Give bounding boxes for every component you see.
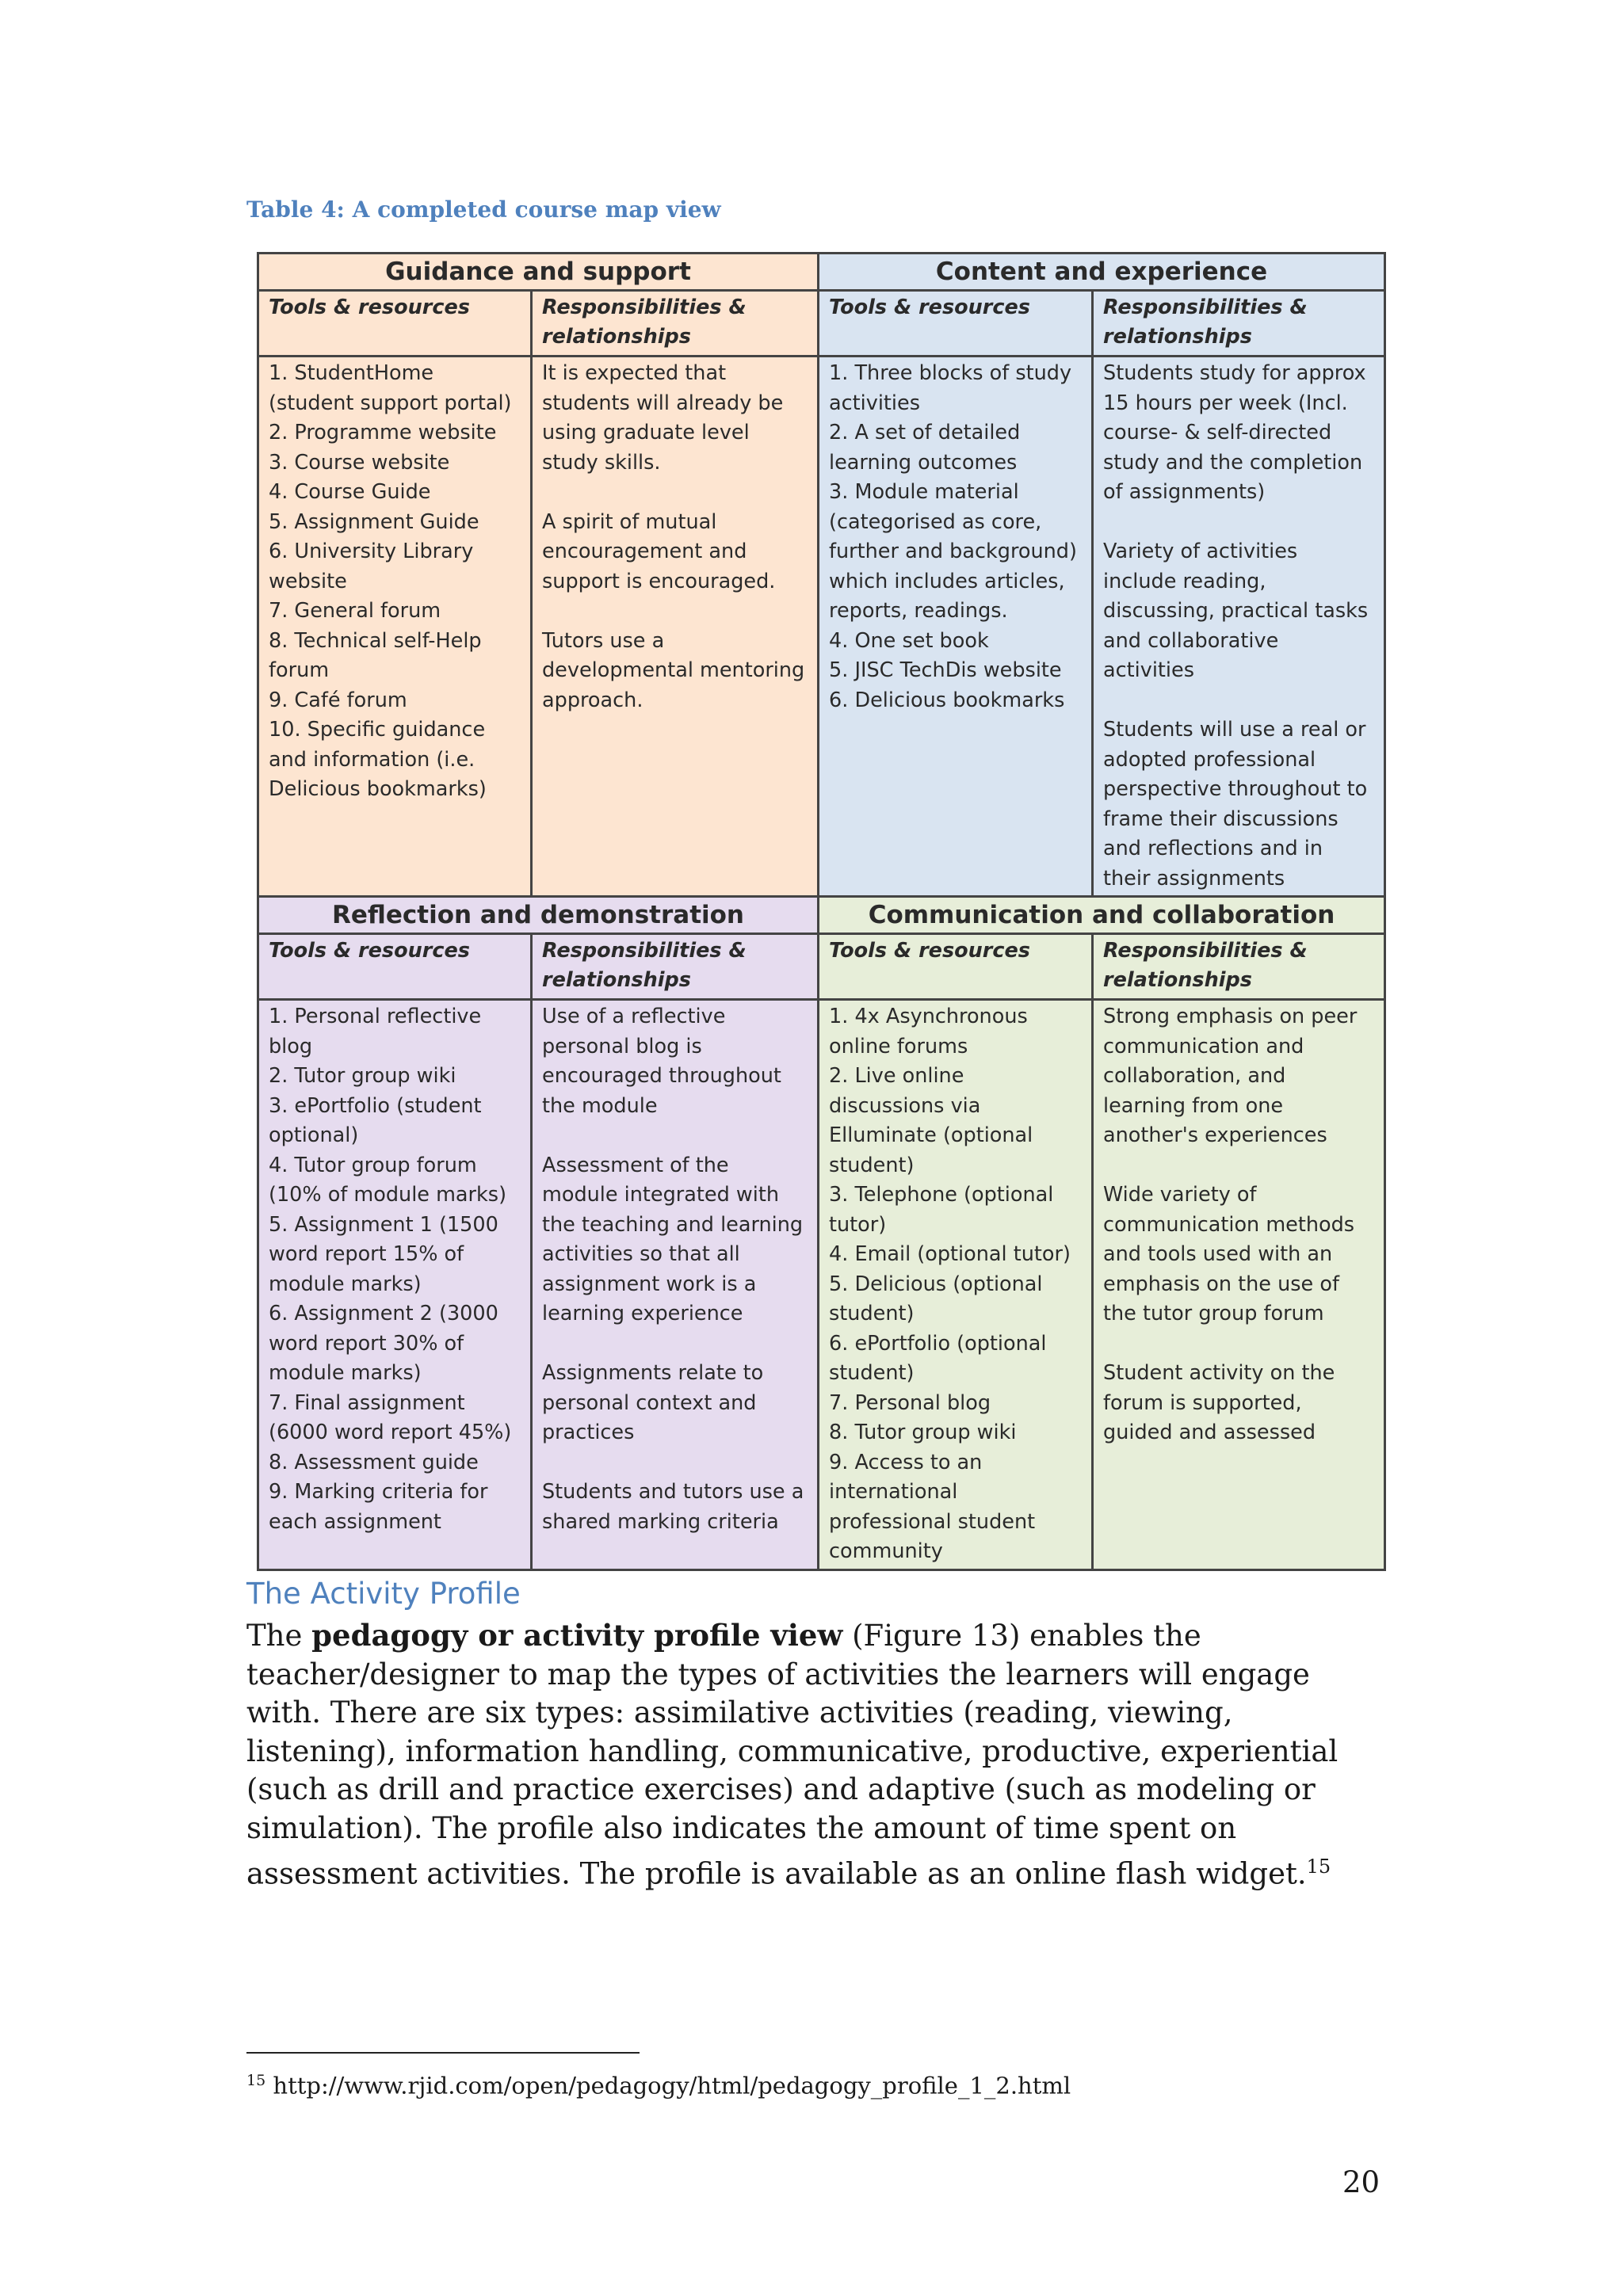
reflection-resp-para: Use of a reflective personal blog is encouraged throughout the module [542,1005,781,1118]
reflection-tool-item: 3. ePortfolio (student optional) [269,1093,482,1147]
reflection-tool-item: 4. Tutor group forum (10% of module marks) [269,1153,507,1207]
reflection-tool-item: 7. Final assignment (6000 word report 45%) [269,1390,512,1444]
reflection-tool-item: 8. Assessment guide [269,1450,479,1474]
reflection-resp-para: Assessment of the module integrated with the teaching and learning activities so that all assignment work is a learning experience [542,1153,804,1325]
communication-tool-item: 9. Access to an international professional student community [829,1450,1036,1563]
guidance-resp-head: Responsibilities & relationships [532,291,819,357]
reflection-tool-item: 2. Tutor group wiki [269,1064,456,1088]
content-title: Content and experience [819,254,1385,291]
guidance-resp-para: Tutors use a developmental mentoring approach. [542,628,805,712]
communication-tool-item: 7. Personal blog [829,1390,991,1415]
communication-tool-item: 2. Live online discussions via Elluminate (optional student) [829,1064,1033,1177]
content-tool-item: 1. Three blocks of study activities [829,361,1072,415]
content-tools-head: Tools & resources [819,291,1093,357]
guidance-resp-list [542,359,808,715]
body-paragraph [246,1616,1388,1894]
communication-tools-head: Tools & resources [819,934,1093,1000]
guidance-tool-item: 3. Course website [269,450,450,475]
reflection-tool-item: 9. Marking criteria for each assignment [269,1480,488,1534]
body-text-main: (Figure 13) enables the teacher/designer to map the types of activities the learners will engage with. There are six types: assimilative activities (reading, viewing, listening), information handling, communicative, productive, experiential (such as drill and practice exercises) and adaptive (such as modeling or simulation). The profile also indicates the amount of time spent on assessment activities. The profile is available as an online flash widget. [246,1619,1338,1891]
content-tool-item: 3. Module material (categorised as core, further and background) which includes articles, reports, readings. [829,480,1077,623]
communication-tools-list [829,1002,1082,1567]
content-tools-list [829,359,1082,715]
guidance-resp-cell [532,357,819,897]
guidance-resp-para: It is expected that students will already be using graduate level study skills. [542,361,784,475]
communication-tool-item: 1. 4x Asynchronous online forums [829,1005,1028,1058]
communication-tool-item: 6. ePortfolio (optional student) [829,1331,1047,1385]
reflection-resp-head: Responsibilities & relationships [532,934,819,1000]
content-resp-cell [1093,357,1385,897]
content-resp-para: Variety of activities include reading, discussing, practical tasks and collaborative activities [1103,540,1369,682]
content-tool-item: 2. A set of detailed learning outcomes [829,421,1021,475]
reflection-resp-para: Students and tutors use a shared marking criteria [542,1480,804,1534]
page-number: 20 [1342,2165,1381,2199]
table-caption: Table 4: A completed course map view [246,196,721,223]
reflection-tool-item: 5. Assignment 1 (1500 word report 15% of module marks) [269,1212,498,1296]
guidance-tool-item: 6. University Library website [269,540,474,593]
communication-tools-cell [819,1000,1093,1570]
guidance-title: Guidance and support [258,254,819,291]
content-tool-item: 5. JISC TechDis website [829,658,1062,682]
guidance-tools-cell [258,357,532,897]
communication-tool-item: 3. Telephone (optional tutor) [829,1183,1054,1237]
reflection-resp-cell [532,1000,819,1570]
communication-tool-item: 8. Tutor group wiki [829,1421,1017,1444]
reflection-tools-head: Tools & resources [258,934,532,1000]
reflection-title: Reflection and demonstration [258,897,819,934]
guidance-tool-item: 10. Specific guidance and information (i.e. Delicious bookmarks) [269,718,487,801]
content-tool-item: 6. Delicious bookmarks [829,688,1065,712]
reflection-tools-cell [258,1000,532,1570]
footnote [246,2072,1071,2100]
reflection-resp-para: Assignments relate to personal context and practices [542,1361,764,1444]
footnote-url[interactable]: http://www.rjid.com/open/pedagogy/html/pedagogy_profile_1_2.html [273,2072,1071,2100]
content-resp-para: Students study for approx 15 hours per week (Incl. course- & self-directed study and the completion of assignments) [1103,361,1366,504]
content-resp-head: Responsibilities & relationships [1093,291,1385,357]
bold-term: pedagogy or activity profile view [311,1618,843,1653]
footnote-ref[interactable]: 15 [1306,1855,1331,1878]
intro-text: The [246,1619,312,1653]
guidance-tool-item: 8. Technical self-Help forum [269,628,482,682]
course-map-table [257,252,1386,1571]
guidance-tool-item: 2. Programme website [269,421,497,444]
footnote-divider [246,2052,640,2054]
communication-tool-item: 4. Email (optional tutor) [829,1242,1071,1266]
content-resp-para: Students will use a real or adopted professional perspective throughout to frame their discussions and reflections and in their assignments [1103,718,1368,891]
content-tool-item: 4. One set book [829,628,989,653]
content-tools-cell [819,357,1093,897]
reflection-resp-list [542,1002,808,1537]
guidance-tool-item: 7. General forum [269,599,441,623]
guidance-tool-item: 9. Café forum [269,688,407,712]
guidance-tool-item: 4. Course Guide [269,480,431,504]
communication-resp-para: Student activity on the forum is supported, guided and assessed [1103,1361,1335,1444]
section-heading: The Activity Profile [246,1577,521,1611]
communication-resp-para: Strong emphasis on peer communication and collaboration, and learning from one another's experiences [1103,1005,1358,1147]
communication-resp-para: Wide variety of communication methods and tools used with an emphasis on the use of the tutor group forum [1103,1183,1355,1325]
communication-resp-head: Responsibilities & relationships [1093,934,1385,1000]
reflection-tool-item: 6. Assignment 2 (3000 word report 30% of module marks) [269,1302,498,1385]
footnote-number: 15 [246,2072,266,2089]
guidance-resp-para: A spirit of mutual encouragement and support is encouraged. [542,509,776,593]
content-resp-list [1103,359,1374,894]
guidance-tools-head: Tools & resources [258,291,532,357]
communication-resp-cell [1093,1000,1385,1570]
communication-tool-item: 5. Delicious (optional student) [829,1272,1043,1325]
communication-title: Communication and collaboration [819,897,1385,934]
reflection-tool-item: 1. Personal reflective blog [269,1005,482,1058]
guidance-tool-item: 5. Assignment Guide [269,509,479,534]
reflection-tools-list [269,1002,521,1537]
guidance-tool-item: 1. StudentHome (student support portal) [269,361,512,415]
guidance-tools-list [269,359,521,805]
communication-resp-list [1103,1002,1374,1448]
